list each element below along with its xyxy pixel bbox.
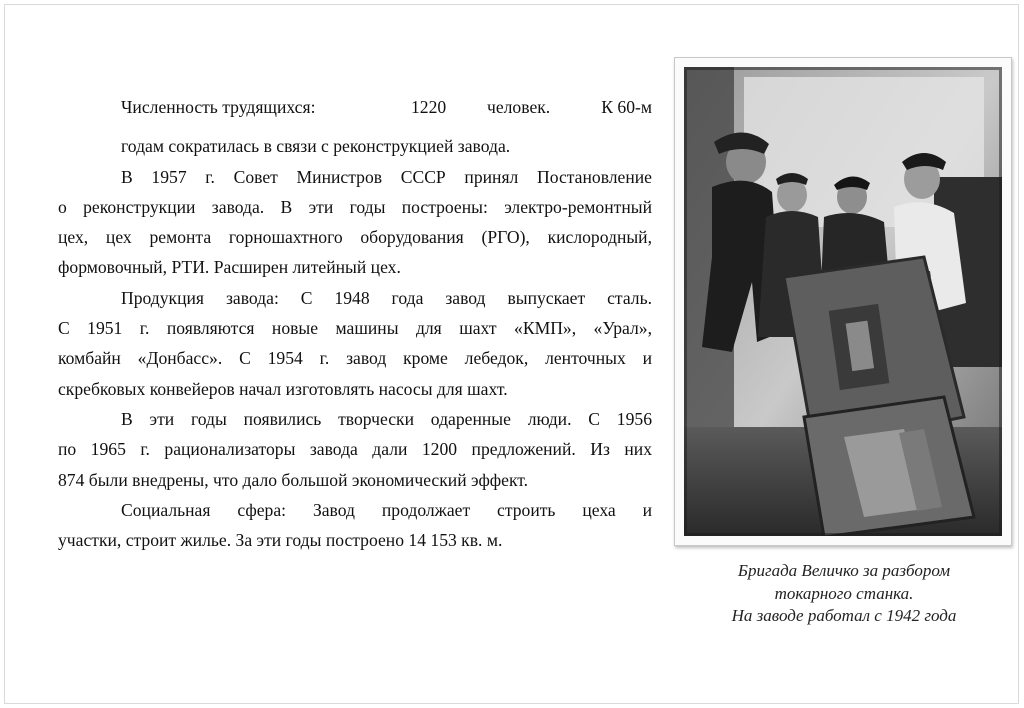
paragraph-3-line-4: скребковых конвейеров начал изготовлять насосы для шахт. [58, 378, 508, 399]
workforce-unit: человек. [487, 97, 551, 117]
sixties-text: К 60-м [601, 97, 652, 117]
workers-photo [684, 67, 1002, 536]
paragraph-2-line-1-text: В 1957 г. Совет Министров СССР принял Постановление [121, 166, 652, 187]
workforce-label: Численность трудящихся: [121, 97, 316, 117]
paragraph-4-line-2: по 1965 г. рационализаторы завода дали 1200 предложений. Из них [58, 439, 652, 460]
paragraph-3-line-1 [121, 283, 652, 313]
paragraph-3-line-1-text: Продукция завода: С 1948 года завод выпускает сталь. [121, 287, 652, 308]
paragraph-2-line-1 [121, 162, 652, 192]
paragraph-4-line-3: 874 были внедрены, что дало большой экономический эффект. [58, 469, 529, 490]
paragraph-1-line-2: годам сократилась в связи с реконструкцией завода. [121, 136, 511, 157]
caption-line-3: На заводе работал с 1942 года [731, 606, 957, 625]
photo-frame [674, 57, 1012, 546]
paragraph-2-line-4: формовочный, РТИ. Расширен литейный цех. [58, 257, 401, 278]
paragraph-4-line-1-text: В эти годы появились творчески одаренные люди. С 1956 [121, 408, 652, 429]
paragraph-5-line-1 [121, 495, 652, 525]
paragraph-4-line-1 [121, 404, 652, 434]
paragraph-3-line-3: комбайн «Донбасс». С 1954 г. завод кроме лебедок, ленточных и [58, 348, 652, 369]
paragraph-2-line-3: цех, цех ремонта горношахтного оборудования (РГО), кислородный, [58, 227, 652, 248]
paragraph-5-line-1-text: Социальная сфера: Завод продолжает строить цеха и [121, 499, 652, 520]
caption-line-1: Бригада Величко за разбором [737, 561, 951, 580]
body-text [58, 92, 652, 555]
photo-caption [684, 560, 1004, 628]
paragraph-3-line-2: С 1951 г. появляются новые машины для шахт «КМП», «Урал», [58, 318, 652, 339]
paragraph-2-line-2: о реконструкции завода. В эти годы построены: электро-ремонтный [58, 196, 652, 217]
caption-line-2: токарного станка. [774, 583, 914, 603]
paragraph-1-line-1 [121, 92, 652, 131]
workforce-count: 1220 [411, 97, 447, 117]
paragraph-5-line-2: участки, строит жилье. За эти годы построено 14 153 кв. м. [58, 530, 503, 551]
